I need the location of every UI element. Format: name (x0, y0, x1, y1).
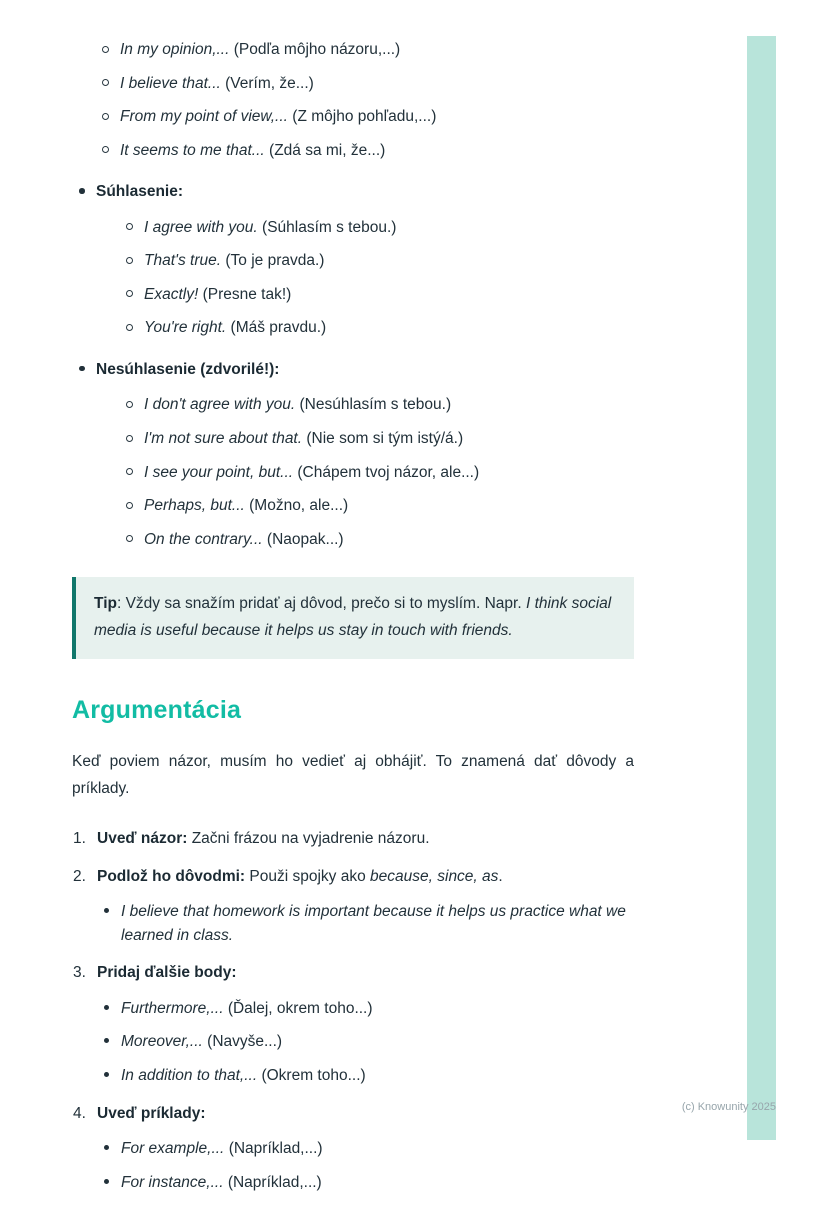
page-edge-stripe (747, 36, 776, 1140)
phrase-en: Exactly! (144, 285, 199, 303)
list-item (96, 427, 634, 451)
phrase-en: I believe that... (120, 74, 221, 92)
phrase-en: I agree with you. (144, 218, 258, 236)
step-lead: Uveď názor: (97, 830, 188, 848)
list-item (96, 494, 634, 518)
phrase-en: On the contrary... (144, 530, 263, 548)
list-item (72, 38, 634, 62)
list-item (72, 72, 634, 96)
step-lead: Uveď príklady: (97, 1104, 206, 1122)
list-item (96, 461, 634, 485)
list-item (96, 249, 634, 273)
phrase-sk: (Napríklad,...) (227, 1173, 322, 1191)
step-item (72, 1102, 634, 1195)
tip-callout (72, 577, 634, 659)
phrase-sk: (Nesúhlasím s tebou.) (299, 396, 452, 414)
phrase-en: I believe that homework is important because it helps us practice what we learned in class. (121, 903, 626, 944)
agree-phrases-list (96, 216, 634, 340)
phrase-sk: (Zdá sa mi, že...) (269, 141, 386, 159)
phrase-en: Perhaps, but... (144, 497, 245, 515)
phrase-sk: (Verím, že...) (225, 74, 314, 92)
phrase-sk: (Navyše...) (207, 1033, 283, 1051)
list-item (72, 139, 634, 163)
phrase-sk: (Možno, ale...) (249, 497, 349, 515)
list-item (96, 528, 634, 552)
phrase-en: Furthermore,... (121, 999, 224, 1017)
phrase-sk: (Súhlasím s tebou.) (262, 218, 397, 236)
phrase-en: It seems to me that... (120, 141, 265, 159)
step-phrases-list (97, 1137, 634, 1194)
list-item (96, 393, 634, 417)
tip-body: : Vždy sa snažím pridať aj dôvod, prečo si to myslím. Napr. (116, 595, 526, 613)
phrase-en: From my point of view,... (120, 108, 288, 126)
phrase-en: Moreover,... (121, 1033, 203, 1051)
phrase-sk: (Z môjho pohľadu,...) (292, 108, 437, 126)
phrase-en: For example,... (121, 1140, 225, 1158)
step-lead: Pridaj ďalšie body: (97, 964, 237, 982)
topic-title: Nesúhlasenie (zdvorilé!): (96, 360, 280, 378)
step-item (72, 961, 634, 1087)
phrase-sk: (Máš pravdu.) (230, 319, 327, 337)
phrase-en: In addition to that,... (121, 1066, 258, 1084)
step-rest: Použi spojky ako (249, 867, 371, 885)
topic-agree (72, 180, 634, 340)
phrase-sk: (Naopak...) (266, 530, 344, 548)
list-item (97, 1171, 634, 1195)
list-item (96, 216, 634, 240)
step-conjunctions: because, since, as (370, 867, 499, 885)
list-item (72, 105, 634, 129)
step-examples-list (97, 900, 634, 947)
list-item (97, 1030, 634, 1054)
list-item (97, 1137, 634, 1161)
topic-title: Súhlasenie: (96, 183, 183, 201)
list-item (96, 316, 634, 340)
page-content (72, 38, 634, 1208)
phrase-en: I see your point, but... (144, 463, 294, 481)
phrase-en: For instance,... (121, 1173, 224, 1191)
phrase-sk: (Podľa môjho názoru,...) (233, 41, 401, 58)
phrase-en: I don't agree with you. (144, 396, 296, 414)
list-item (96, 283, 634, 307)
section-intro: Keď poviem názor, musím ho vedieť aj obhájiť. To znamená dať dôvody a príklady. (72, 753, 634, 797)
opinion-phrases-list (72, 38, 634, 162)
list-item (97, 900, 634, 947)
list-item (97, 997, 634, 1021)
step-rest: Začni frázou na vyjadrenie názoru. (191, 830, 430, 848)
step-lead: Podlož ho dôvodmi: (97, 867, 246, 885)
phrase-sk: (Ďalej, okrem toho...) (227, 999, 373, 1017)
step-phrases-list (97, 997, 634, 1088)
phrase-en: In my opinion,... (120, 41, 230, 58)
argument-steps-list (72, 827, 634, 1194)
copyright-footer: (c) Knowunity 2025 (681, 1101, 776, 1113)
topic-list (72, 180, 634, 551)
section-heading-argumentacia: Argumentácia (72, 696, 242, 725)
step-tail: . (498, 867, 503, 885)
phrase-sk: (Nie som si tým istý/á.) (306, 430, 464, 448)
list-item (97, 1064, 634, 1088)
disagree-phrases-list (96, 393, 634, 551)
tip-label: Tip (94, 595, 117, 613)
phrase-en: I'm not sure about that. (144, 430, 303, 448)
step-item (72, 827, 634, 851)
step-item (72, 865, 634, 948)
phrase-sk: (To je pravda.) (225, 252, 325, 270)
phrase-sk: (Napríklad,...) (228, 1140, 323, 1158)
phrase-sk: (Okrem toho...) (261, 1066, 366, 1084)
phrase-sk: (Chápem tvoj názor, ale...) (297, 463, 480, 481)
phrase-en: You're right. (144, 319, 227, 337)
phrase-sk: (Presne tak!) (202, 285, 292, 303)
phrase-en: That's true. (144, 252, 222, 270)
topic-disagree (72, 358, 634, 551)
tip-example: I think social media is useful because it helps us stay in touch with friends. (94, 595, 612, 640)
